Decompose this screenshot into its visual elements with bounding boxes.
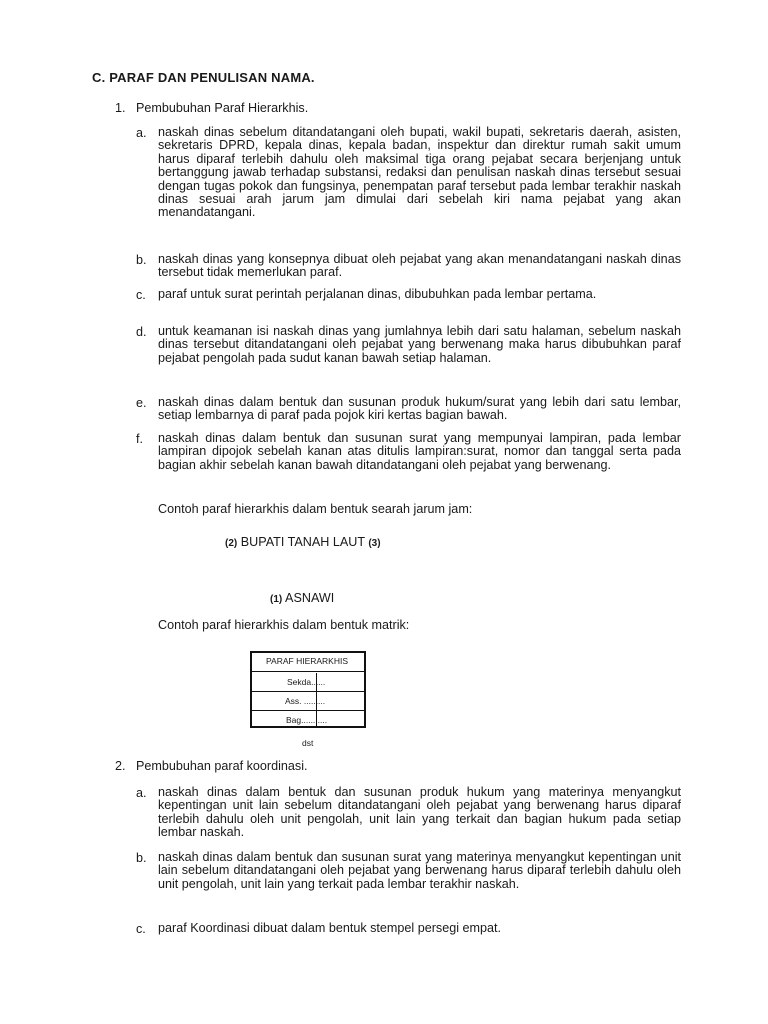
paraf-position-1: (1)	[270, 594, 283, 605]
list-item-text: naskah dinas dalam bentuk dan susunan produk hukum yang materinya menyangkut kepentingan unit lain sebelum ditandatangani oleh pejabat yang berwenang harus diparaf terlebih dahulu oleh unit pengolah, unit lain yang terkait dan bagian hukum pada setiap lembar naskah.	[158, 785, 681, 840]
list-item-letter: c.	[136, 288, 146, 302]
example-official-name: ASNAWI	[285, 591, 335, 605]
list-item-letter: a.	[136, 126, 147, 140]
matrix-row-ass: Ass. .........	[285, 696, 326, 706]
list-item	[136, 922, 681, 935]
list-item	[136, 851, 681, 891]
list-item-text: naskah dinas dalam bentuk dan susunan surat yang materinya menyangkut kepentingan unit lain sebelum ditandatangani oleh pejabat yang berwenang harus diparaf terlebih dahulu oleh unit pengolah, unit lain yang terkait pada lembar terakhir naskah.	[158, 850, 681, 891]
section1-number: 1.	[115, 101, 126, 115]
matrix-divider	[252, 691, 364, 692]
list-item-letter: d.	[136, 325, 147, 339]
list-item-text: naskah dinas sebelum ditandatangani oleh bupati, wakil bupati, sekretaris daerah, asisten, sekretaris DPRD, kepala dinas, kepala badan, inspektur dan direktur rumah sakit umum harus diparaf terlebih dahulu oleh maksimal tiga orang pejabat secara berjenjang untuk bertanggung jawab terhadap substansi, redaksi dan penulisan naskah dinas tersebut sesuai dengan tugas pokok dan fungsinya, penempatan paraf tersebut pada lembar terakhir naskah dinas sesuai arah jarum jam dimulai dari sebelah kiri nama pejabat yang akan menandatangani.	[158, 125, 681, 220]
paraf-position-3: (3)	[368, 538, 381, 549]
matrix-footer-dst: dst	[302, 738, 314, 748]
list-item	[136, 253, 681, 280]
list-item-letter: a.	[136, 786, 147, 800]
matrix-divider	[252, 710, 364, 711]
example-official-name-line	[270, 591, 334, 605]
matrix-row-sekda: Sekda......	[287, 677, 326, 687]
section1-title: Pembubuhan Paraf Hierarkhis.	[136, 101, 309, 115]
list-item-letter: f.	[136, 432, 143, 446]
paraf-position-2: (2)	[225, 538, 238, 549]
list-item	[136, 288, 681, 301]
list-item-letter: e.	[136, 396, 147, 410]
list-item	[136, 396, 681, 423]
section2-number: 2.	[115, 759, 126, 773]
list-item-letter: b.	[136, 851, 147, 865]
section-heading: C. PARAF DAN PENULISAN NAMA.	[92, 70, 315, 85]
list-item-text: naskah dinas yang konsepnya dibuat oleh pejabat yang akan menandatangani naskah dinas tersebut tidak memerlukan paraf.	[158, 252, 681, 280]
list-item-text: paraf untuk surat perintah perjalanan dinas, dibubuhkan pada lembar pertama.	[158, 287, 597, 301]
paraf-matrix-table	[250, 651, 366, 728]
matrix-header: PARAF HIERARKHIS	[266, 656, 349, 666]
example-clockwise-label: Contoh paraf hierarkhis dalam bentuk searah jarum jam:	[158, 502, 473, 516]
section2-title: Pembubuhan paraf koordinasi.	[136, 759, 308, 773]
example-matrix-label: Contoh paraf hierarkhis dalam bentuk matrik:	[158, 618, 410, 632]
list-item	[136, 325, 681, 365]
list-item-text: naskah dinas dalam bentuk dan susunan surat yang mempunyai lampiran, pada lembar lampiran dipojok sebelah kanan atas ditulis lampiran:surat, nomor dan tanggal serta pada bagian akhir sebelah kanan bawah ditandatangani oleh pejabat yang berwenang.	[158, 431, 681, 472]
list-item-letter: c.	[136, 922, 146, 936]
matrix-row-bag: Bag...........	[286, 715, 328, 725]
example-official-title-line	[225, 535, 381, 549]
matrix-divider	[252, 671, 364, 672]
list-item	[136, 786, 681, 840]
list-item	[136, 432, 681, 472]
example-official-title: BUPATI TANAH LAUT	[240, 535, 365, 549]
list-item	[136, 126, 681, 220]
list-item-text: untuk keamanan isi naskah dinas yang jumlahnya lebih dari satu halaman, sebelum naskah dinas tersebut ditandatangani oleh pejabat yang berwenang maka harus dibubuhkan paraf pejabat pengolah pada sudut kanan bawah setiap halaman.	[158, 324, 681, 365]
list-item-letter: b.	[136, 253, 147, 267]
list-item-text: paraf Koordinasi dibuat dalam bentuk stempel persegi empat.	[158, 921, 502, 935]
list-item-text: naskah dinas dalam bentuk dan susunan produk hukum/surat yang lebih dari satu lembar, setiap lembarnya di paraf pada pojok kiri kertas bagian bawah.	[158, 395, 681, 423]
